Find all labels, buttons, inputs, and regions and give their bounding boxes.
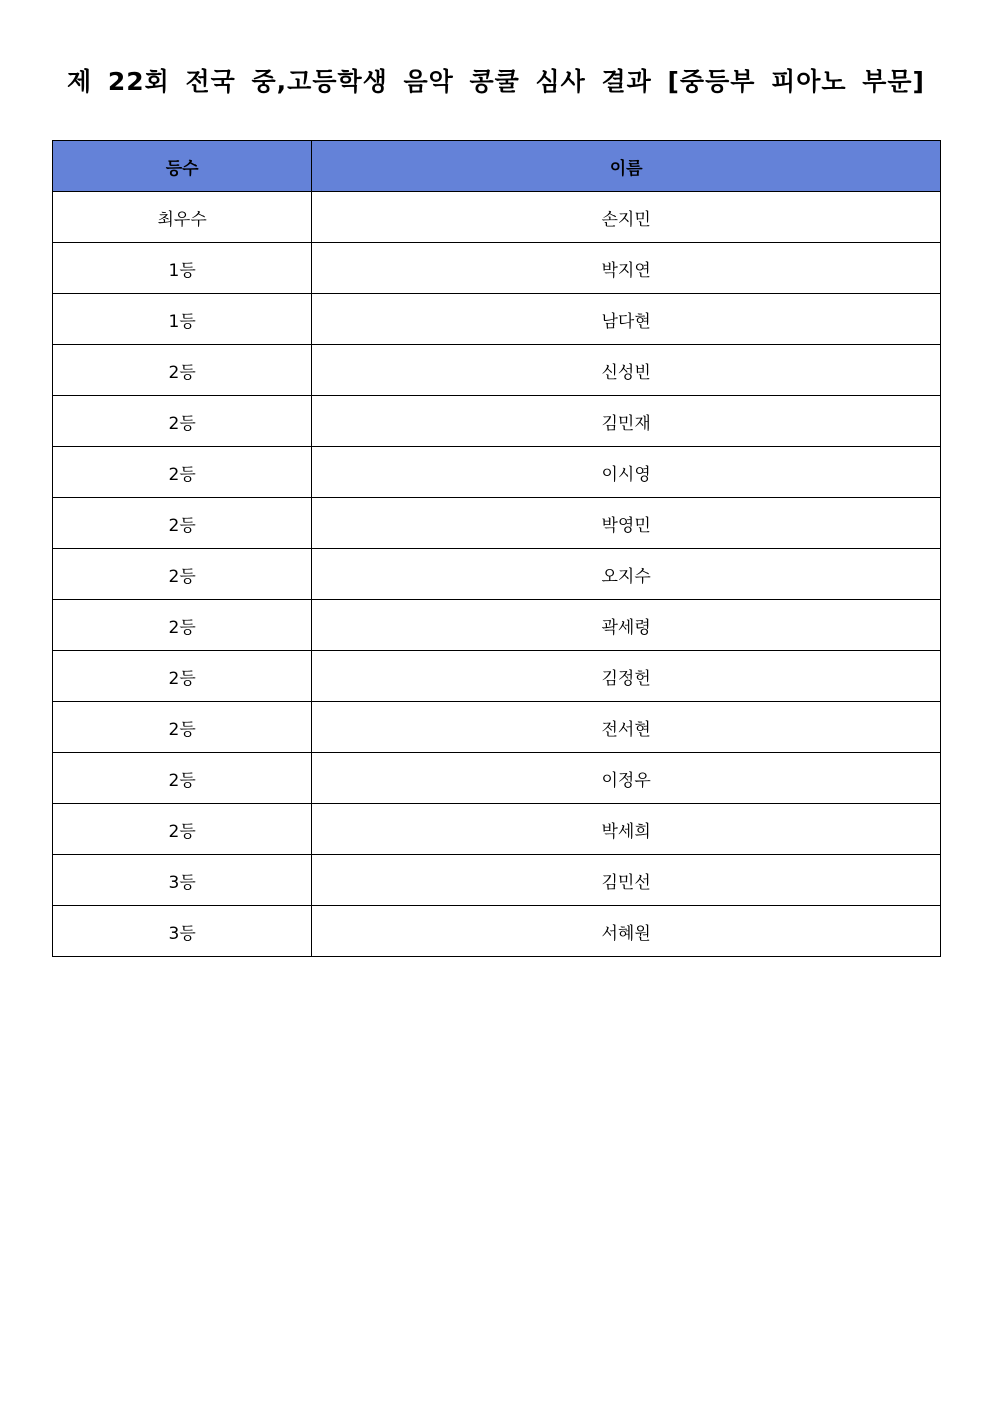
table-body: [53, 192, 941, 957]
rank-cell: 2등: [53, 651, 312, 702]
name-cell: 곽세령: [312, 600, 941, 651]
rank-cell: 2등: [53, 549, 312, 600]
table-row: [53, 447, 941, 498]
name-cell: 이시영: [312, 447, 941, 498]
rank-cell: 2등: [53, 753, 312, 804]
table-row: [53, 396, 941, 447]
rank-cell: 2등: [53, 498, 312, 549]
table-row: [53, 651, 941, 702]
rank-cell: 최우수: [53, 192, 312, 243]
name-cell: 전서현: [312, 702, 941, 753]
rank-cell: 2등: [53, 345, 312, 396]
name-cell: 박세희: [312, 804, 941, 855]
page-title: 제 22회 전국 중,고등학생 음악 콩쿨 심사 결과 [중등부 피아노 부문]: [67, 67, 925, 96]
column-header-name: 이름: [312, 141, 941, 192]
results-table: [52, 140, 941, 957]
rank-cell: 2등: [53, 396, 312, 447]
rank-cell: 2등: [53, 702, 312, 753]
name-cell: 김정헌: [312, 651, 941, 702]
table-row: [53, 600, 941, 651]
name-cell: 서혜원: [312, 906, 941, 957]
rank-cell: 1등: [53, 243, 312, 294]
rank-cell: 2등: [53, 447, 312, 498]
name-cell: 남다현: [312, 294, 941, 345]
table-row: [53, 549, 941, 600]
table-row: [53, 294, 941, 345]
name-cell: 오지수: [312, 549, 941, 600]
rank-cell: 3등: [53, 906, 312, 957]
table-row: [53, 702, 941, 753]
table-row: [53, 753, 941, 804]
rank-cell: 1등: [53, 294, 312, 345]
table-row: [53, 345, 941, 396]
name-cell: 신성빈: [312, 345, 941, 396]
name-cell: 박지연: [312, 243, 941, 294]
name-cell: 김민선: [312, 855, 941, 906]
table-row: [53, 192, 941, 243]
table-row: [53, 498, 941, 549]
name-cell: 이정우: [312, 753, 941, 804]
rank-cell: 2등: [53, 600, 312, 651]
name-cell: 박영민: [312, 498, 941, 549]
name-cell: 김민재: [312, 396, 941, 447]
rank-cell: 2등: [53, 804, 312, 855]
name-cell: 손지민: [312, 192, 941, 243]
table-row: [53, 243, 941, 294]
column-header-rank: 등수: [53, 141, 312, 192]
rank-cell: 3등: [53, 855, 312, 906]
table-row: [53, 906, 941, 957]
table-row: [53, 855, 941, 906]
table-row: [53, 804, 941, 855]
table-header-row: [53, 141, 941, 192]
